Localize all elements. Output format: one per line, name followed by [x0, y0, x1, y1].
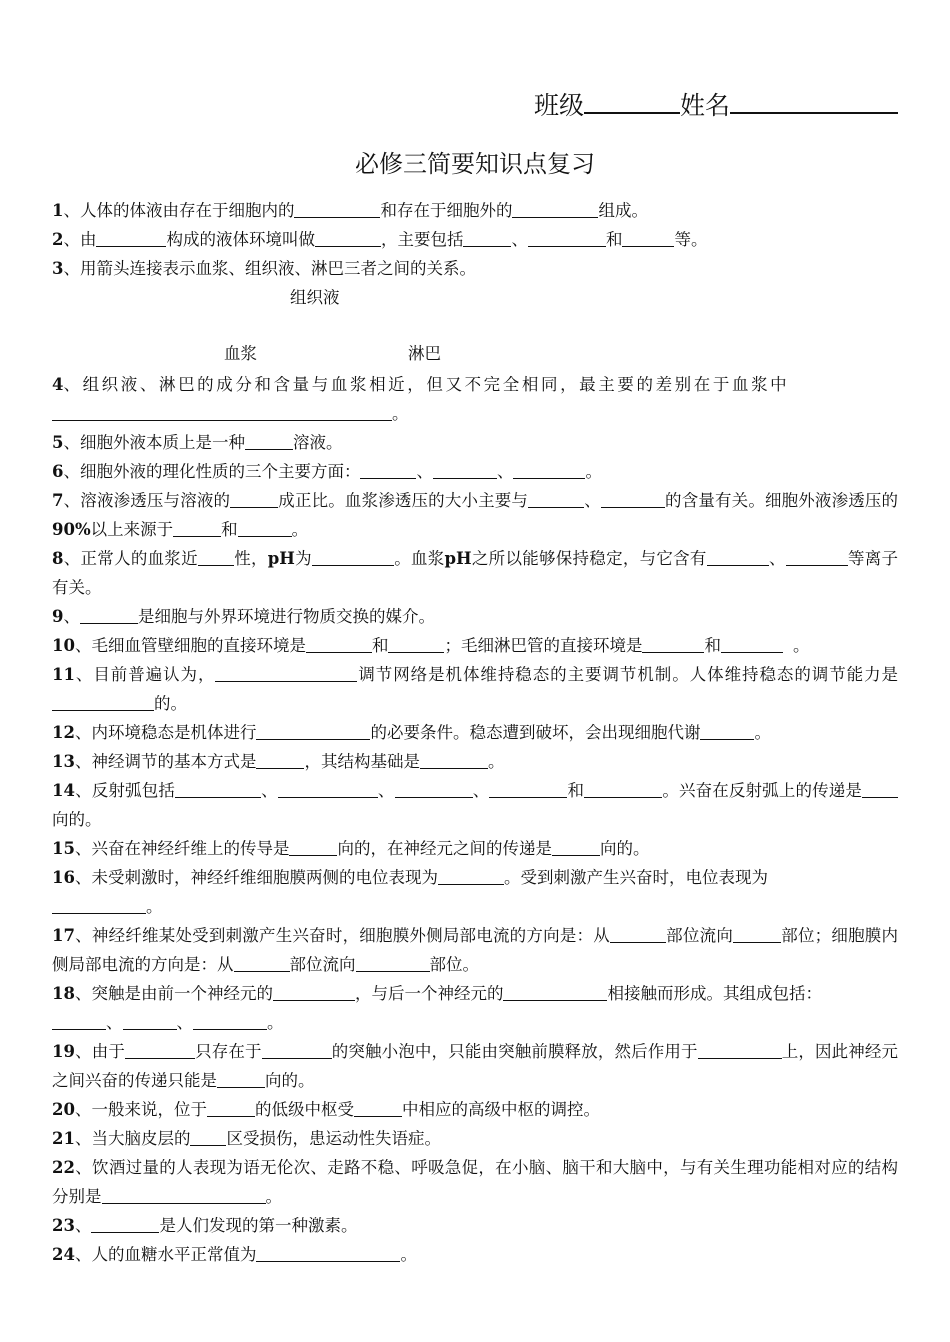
- question-number: 22: [52, 1158, 75, 1177]
- question-12: [52, 718, 898, 747]
- question-7: [52, 486, 898, 544]
- question-text: 、反射弧包括: [74, 781, 175, 800]
- question-number: 12: [52, 723, 75, 742]
- answer-blank[interactable]: [256, 752, 304, 770]
- question-text: ，其结构基础是: [304, 752, 420, 771]
- question-number: 1: [52, 201, 64, 220]
- question-text: 组成。: [598, 201, 648, 220]
- question-text: 。: [487, 752, 505, 771]
- question-text: 构成的液体环境叫做: [166, 230, 315, 249]
- question-number: 11: [52, 665, 75, 684]
- answer-blank[interactable]: [238, 520, 292, 538]
- question-number: 15: [52, 839, 75, 858]
- question-text: 成正比。血浆渗透压的大小主要与: [278, 491, 529, 510]
- answer-blank[interactable]: [256, 723, 370, 741]
- question-text: 的含量有关。细胞外液渗透压的: [664, 491, 899, 510]
- diagram-label-tissue-fluid: 组织液: [290, 288, 340, 307]
- question-number: 3: [52, 259, 64, 278]
- answer-blank[interactable]: [306, 636, 372, 654]
- percentage-value: 90%: [52, 520, 91, 539]
- answer-blank[interactable]: [354, 1100, 402, 1118]
- question-text: 、正常人的血浆近: [63, 549, 198, 568]
- question-text: 区受损伤，患运动性失语症。: [226, 1129, 441, 1148]
- question-number: 2: [52, 230, 64, 249]
- answer-blank[interactable]: [294, 201, 380, 219]
- question-text: 、: [496, 462, 514, 481]
- question-text: 。: [754, 723, 771, 742]
- question-text: 相接触而形成。其组成包括：: [607, 984, 822, 1003]
- answer-blank[interactable]: [175, 781, 261, 799]
- question-text: 。: [400, 1245, 417, 1264]
- question-text: 只存在于: [195, 1042, 262, 1061]
- answer-blank[interactable]: [289, 839, 337, 857]
- question-text: 、神经调节的基本方式是: [74, 752, 257, 771]
- question-text: 、: [416, 462, 433, 481]
- question-text: 、: [511, 230, 528, 249]
- question-text: ；毛细淋巴管的直接环境是: [444, 636, 643, 655]
- answer-blank[interactable]: [489, 781, 567, 799]
- answer-blank[interactable]: [463, 230, 511, 248]
- question-text: ，主要包括: [380, 230, 464, 249]
- question-22: [52, 1153, 898, 1211]
- question-text: 的。: [154, 694, 187, 713]
- question-number: 16: [52, 868, 75, 887]
- question-number: 24: [52, 1245, 75, 1264]
- question-text: 和: [605, 230, 623, 249]
- question-text: 、用箭头连接表示血浆、组织液、淋巴三者之间的关系。: [63, 259, 476, 278]
- answer-blank[interactable]: [234, 955, 290, 973]
- question-number: 17: [52, 926, 75, 945]
- question-text: 和存在于细胞外的: [380, 201, 513, 220]
- question-text: 、: [74, 1216, 92, 1235]
- answer-blank[interactable]: [256, 1245, 400, 1263]
- question-number: 7: [52, 491, 64, 510]
- question-23: [52, 1211, 898, 1240]
- question-2: [52, 225, 898, 254]
- question-text: 溶液。: [292, 433, 343, 452]
- answer-blank[interactable]: [123, 1013, 177, 1031]
- answer-blank[interactable]: [315, 230, 381, 248]
- class-blank[interactable]: [584, 90, 680, 114]
- answer-blank[interactable]: [91, 1216, 159, 1234]
- question-text: 。: [146, 897, 163, 916]
- question-text: ，与后一个神经元的: [354, 984, 504, 1003]
- diagram-label-plasma: 血浆: [224, 344, 257, 363]
- answer-blank[interactable]: [52, 1013, 106, 1031]
- question-text: 、由: [63, 230, 97, 249]
- answer-blank[interactable]: [230, 491, 278, 509]
- answer-blank[interactable]: [52, 897, 146, 915]
- question-number: 8: [52, 549, 64, 568]
- question-text: 和: [221, 520, 238, 539]
- question-text: 。受到刺激产生兴奋时，电位表现为: [503, 868, 768, 887]
- question-text: 、人体的体液由存在于细胞内的: [63, 201, 295, 220]
- question-number: 23: [52, 1216, 75, 1235]
- question-text: 、一般来说，位于: [74, 1100, 207, 1119]
- answer-blank[interactable]: [512, 201, 598, 219]
- question-text: 以上来源于: [90, 520, 174, 539]
- question-text: 、人的血糖水平正常值为: [74, 1245, 257, 1264]
- question-text: 、: [63, 607, 80, 626]
- question-number: 18: [52, 984, 75, 1003]
- answer-blank[interactable]: [215, 665, 357, 683]
- answer-blank[interactable]: [312, 549, 394, 567]
- answer-blank[interactable]: [433, 462, 497, 480]
- question-text: 的低级中枢受: [254, 1100, 354, 1119]
- answer-blank[interactable]: [721, 636, 783, 654]
- question-text: 向的。: [599, 839, 650, 858]
- answer-blank[interactable]: [360, 462, 416, 480]
- answer-blank[interactable]: [395, 781, 473, 799]
- answer-blank[interactable]: [217, 1071, 265, 1089]
- answer-blank[interactable]: [198, 549, 234, 567]
- question-text: 、兴奋在神经纤维上的传导是: [74, 839, 290, 858]
- answer-blank[interactable]: [356, 955, 430, 973]
- question-3: [52, 254, 898, 283]
- answer-blank[interactable]: [622, 230, 674, 248]
- question-text: 部位流向: [665, 926, 734, 945]
- question-text: 、细胞外液的理化性质的三个主要方面：: [63, 462, 361, 481]
- answer-blank[interactable]: [503, 984, 607, 1002]
- question-text: 和: [371, 636, 389, 655]
- ph-label: pH: [267, 549, 295, 568]
- question-13: [52, 747, 898, 776]
- question-text: 部位；细胞膜内侧局部电流的方向是：从: [52, 926, 899, 974]
- fluid-relation-diagram: [52, 283, 898, 399]
- question-text: 是人们发现的第一种激素。: [159, 1216, 358, 1235]
- answer-blank[interactable]: [278, 781, 378, 799]
- question-20: [52, 1095, 898, 1124]
- question-8: [52, 544, 898, 602]
- question-text: 、突触是由前一个神经元的: [74, 984, 273, 1003]
- question-9: [52, 602, 898, 631]
- question-text: 之所以能够保持稳定，与它含有: [471, 549, 707, 568]
- question-17: [52, 921, 898, 979]
- question-text: 、: [472, 781, 490, 800]
- answer-blank[interactable]: [610, 926, 666, 944]
- question-text: 。: [792, 636, 810, 655]
- question-text: 为: [294, 549, 312, 568]
- question-number: 21: [52, 1129, 75, 1148]
- header: [534, 86, 898, 122]
- question-text: 部位流向: [289, 955, 356, 974]
- question-text: 、内环境稳态是机体进行: [74, 723, 257, 742]
- answer-blank[interactable]: [102, 1187, 266, 1205]
- question-10: [52, 631, 898, 660]
- answer-blank[interactable]: [193, 1013, 267, 1031]
- question-text: 、神经纤维某处受到刺激产生兴奋时，细胞膜外侧局部电流的方向是：从: [74, 926, 610, 945]
- question-text: 等。: [674, 230, 708, 249]
- question-text: 、: [377, 781, 395, 800]
- question-text: 和: [567, 781, 585, 800]
- answer-blank[interactable]: [190, 1129, 226, 1147]
- question-text: 、: [176, 1013, 193, 1032]
- class-label: 班级: [533, 91, 584, 120]
- question-text: 上，因此神经元之间兴奋的传递只能是: [52, 1042, 899, 1090]
- question-number: 5: [52, 433, 64, 452]
- answer-blank[interactable]: [125, 1042, 195, 1060]
- question-text: 、毛细血管壁细胞的直接环境是: [74, 636, 306, 655]
- answer-blank[interactable]: [552, 839, 600, 857]
- question-number: 4: [52, 375, 64, 394]
- answer-blank[interactable]: [245, 433, 293, 451]
- answer-blank[interactable]: [700, 723, 754, 741]
- question-text: 、: [260, 781, 278, 800]
- question-text: 。: [392, 404, 409, 423]
- diagram-label-lymph: 淋巴: [408, 344, 441, 363]
- question-text: 、: [106, 1013, 123, 1032]
- name-blank[interactable]: [730, 90, 898, 114]
- question-number: 20: [52, 1100, 75, 1119]
- answer-blank[interactable]: [584, 781, 662, 799]
- question-21: [52, 1124, 898, 1153]
- question-text: 调节网络是机体维持稳态的主要调节机制。人体维持稳态的调节能力是: [357, 665, 899, 684]
- question-number: 6: [52, 462, 64, 481]
- question-text: 、由于: [74, 1042, 125, 1061]
- answer-blank[interactable]: [733, 926, 781, 944]
- answer-blank[interactable]: [173, 520, 221, 538]
- answer-blank[interactable]: [273, 984, 355, 1002]
- question-text: 、溶液渗透压与溶液的: [63, 491, 231, 510]
- question-text: 。兴奋在反射弧上的传递是: [662, 781, 863, 800]
- question-text: 、组织液、淋巴的成分和含量与血浆相近，但又不完全相同，最主要的差别在于血浆中: [63, 375, 790, 394]
- answer-blank[interactable]: [786, 549, 848, 567]
- answer-blank[interactable]: [862, 781, 898, 799]
- question-text: 、当大脑皮层的: [74, 1129, 191, 1148]
- question-text: 向的。: [52, 810, 102, 829]
- question-number: 10: [52, 636, 75, 655]
- answer-blank[interactable]: [513, 462, 585, 480]
- question-text: 性，: [233, 549, 268, 568]
- question-number: 9: [52, 607, 64, 626]
- answer-blank[interactable]: [438, 868, 504, 886]
- question-text: 、细胞外液本质上是一种: [63, 433, 245, 452]
- question-1: [52, 196, 898, 225]
- answer-blank[interactable]: [262, 1042, 332, 1060]
- question-text: 。: [585, 462, 602, 481]
- answer-blank[interactable]: [96, 230, 166, 248]
- question-number: 13: [52, 752, 75, 771]
- question-text: 、: [768, 549, 786, 568]
- question-15: [52, 834, 898, 863]
- question-text: 向的。: [265, 1071, 315, 1090]
- question-text: 。血浆: [393, 549, 445, 568]
- question-19: [52, 1037, 898, 1095]
- question-5: [52, 428, 898, 457]
- answer-blank[interactable]: [528, 491, 584, 509]
- answer-blank[interactable]: [52, 404, 392, 422]
- question-6: [52, 457, 898, 486]
- question-24: [52, 1240, 898, 1269]
- question-text: 是细胞与外界环境进行物质交换的媒介。: [137, 607, 435, 626]
- question-text: 中相应的高级中枢的调控。: [401, 1100, 600, 1119]
- answer-blank[interactable]: [420, 752, 488, 770]
- answer-blank[interactable]: [707, 549, 769, 567]
- question-text: 向的，在神经元之间的传递是: [337, 839, 552, 858]
- question-18: [52, 979, 898, 1037]
- question-14: [52, 776, 898, 834]
- question-text: 部位。: [429, 955, 479, 974]
- answer-blank[interactable]: [80, 607, 138, 625]
- answer-blank[interactable]: [207, 1100, 255, 1118]
- answer-blank[interactable]: [528, 230, 606, 248]
- question-text: 的突触小泡中，只能由突触前膜释放，然后作用于: [331, 1042, 698, 1061]
- question-text: 的必要条件。稳态遭到破坏，会出现细胞代谢: [370, 723, 701, 742]
- question-text: 等离子有关。: [52, 549, 899, 597]
- question-text: 。: [267, 1013, 284, 1032]
- answer-blank[interactable]: [642, 636, 704, 654]
- ph-label: pH: [444, 549, 472, 568]
- question-11: [52, 660, 898, 718]
- question-text: 、未受刺激时，神经纤维细胞膜两侧的电位表现为: [74, 868, 438, 887]
- question-text: 和: [704, 636, 721, 655]
- question-text: 。: [291, 520, 309, 539]
- question-16: [52, 863, 898, 921]
- question-text: 、饮酒过量的人表现为语无伦次、走路不稳、呼吸急促，在小脑、脑干和大脑中，与有关生理功能相对应的结构分别是: [52, 1158, 898, 1206]
- question-number: 19: [52, 1042, 75, 1061]
- answer-blank[interactable]: [698, 1042, 782, 1060]
- answer-blank[interactable]: [388, 636, 444, 654]
- question-text: 、: [584, 491, 601, 510]
- name-label: 姓名: [679, 91, 730, 120]
- question-list: [52, 196, 898, 1269]
- question-text: 。: [265, 1187, 282, 1206]
- question-text: 、目前普遍认为，: [74, 665, 216, 684]
- answer-blank[interactable]: [52, 694, 154, 712]
- question-number: 14: [52, 781, 75, 800]
- answer-blank[interactable]: [601, 491, 665, 509]
- page-title: 必修三简要知识点复习: [355, 150, 595, 178]
